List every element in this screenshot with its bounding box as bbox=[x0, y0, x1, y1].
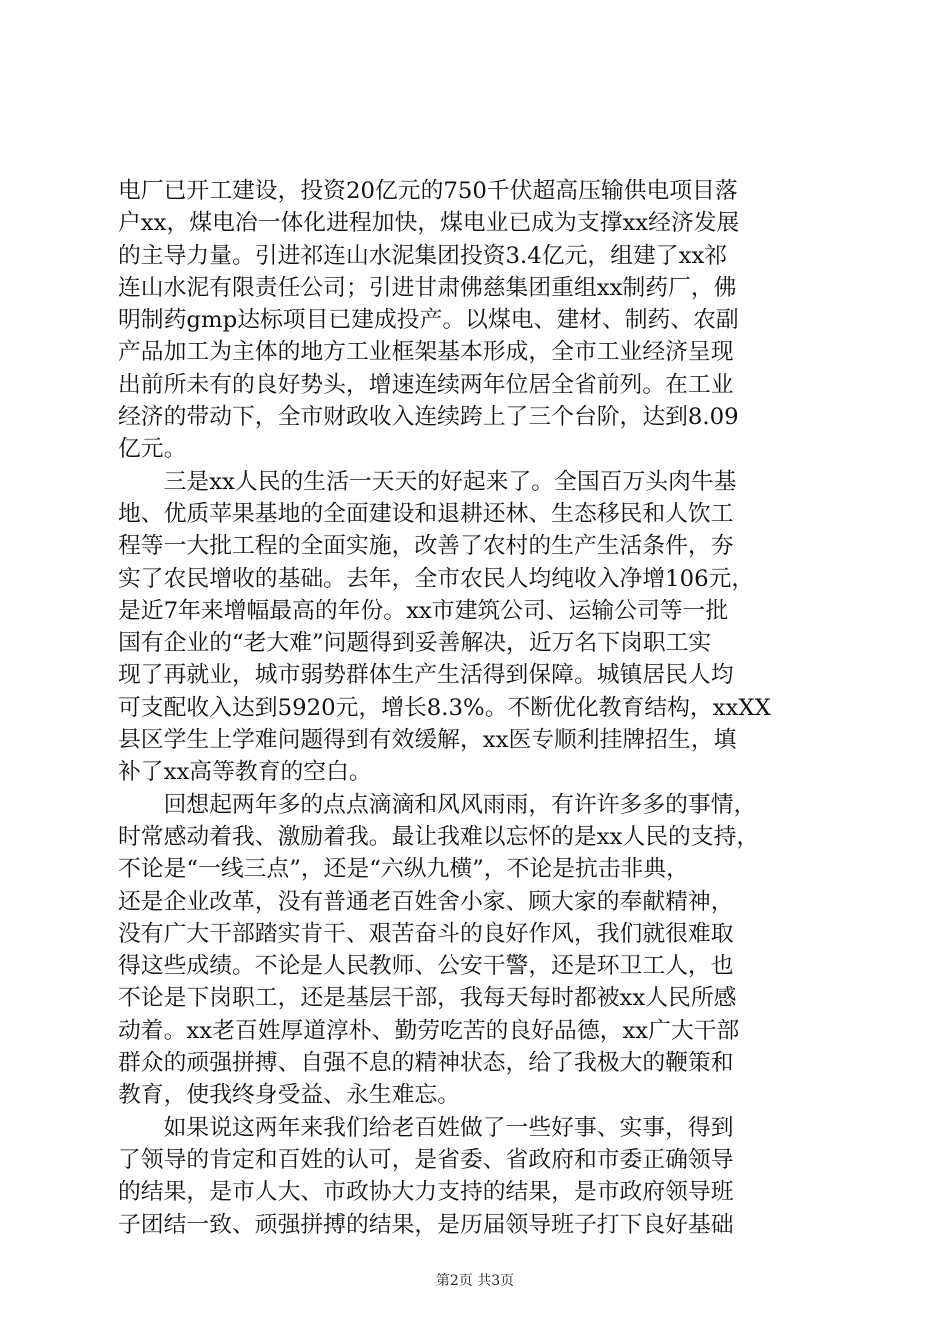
text-line: 得这些成绩。不论是人民教师、公安干警，还是环卫工人，也 bbox=[118, 953, 734, 980]
text-line: 补了xx高等教育的空白。 bbox=[118, 759, 372, 786]
text-line: 不论是下岗职工，还是基层干部，我每天每时都被xx人民所感 bbox=[118, 985, 737, 1012]
text-line: 现了再就业，城市弱势群体生产生活得到保障。城镇居民人均 bbox=[118, 662, 734, 689]
text-line: 了领导的肯定和百姓的认可，是省委、省政府和市委正确领导 bbox=[118, 1146, 734, 1173]
text-line: 明制药gmp达标项目已建成投产。以煤电、建材、制药、农副 bbox=[118, 307, 739, 334]
text-line: 程等一大批工程的全面实施，改善了农村的生产生活条件，夯 bbox=[118, 533, 734, 560]
document-body bbox=[118, 175, 838, 1241]
text-line: 亿元。 bbox=[118, 436, 187, 463]
text-line: 电厂已开工建设，投资20亿元的750千伏超高压输供电项目落 bbox=[118, 178, 738, 204]
text-line: 时常感动着我、激励着我。最让我难以忘怀的是xx人民的支持， bbox=[118, 823, 760, 850]
text-line: 三是xx人民的生活一天天的好起来了。全国百万头肉牛基 bbox=[118, 468, 737, 495]
text-line: 可支配收入达到5920元，增长8.3%。不断优化教育结构，xxXX bbox=[118, 694, 771, 721]
text-line: 还是企业改革，没有普通老百姓舍小家、顾大家的奉献精神， bbox=[118, 888, 734, 915]
text-line: 国有企业的“老大难”问题得到妥善解决，近万名下岗职工实 bbox=[118, 630, 712, 657]
text-line: 地、优质苹果基地的全面建设和退耕还林、生态移民和人饮工 bbox=[118, 500, 734, 527]
text-line: 的结果，是市人大、市政协大力支持的结果，是市政府领导班 bbox=[118, 1179, 734, 1206]
text-line: 连山水泥有限责任公司；引进甘肃佛慈集团重组xx制药厂，佛 bbox=[118, 274, 737, 301]
text-line: 实了农民增收的基础。去年，全市农民人均纯收入净增106元， bbox=[118, 565, 755, 592]
text-line: 县区学生上学难问题得到有效缓解，xx医专顺利挂牌招生，填 bbox=[118, 727, 737, 754]
text-line: 如果说这两年来我们给老百姓做了一些好事、实事，得到 bbox=[118, 1114, 734, 1141]
text-line: 的主导力量。引进祁连山水泥集团投资3.4亿元，组建了xx祁 bbox=[118, 242, 728, 269]
text-line: 不论是“一线三点”，还是“六纵九横”，不论是抗击非典， bbox=[118, 856, 689, 883]
text-line: 没有广大干部踏实肯干、艰苦奋斗的良好作风，我们就很难取 bbox=[118, 920, 734, 947]
text-line: 教育，使我终身受益、永生难忘。 bbox=[118, 1082, 460, 1109]
text-line: 回想起两年多的点点滴滴和风风雨雨，有许许多多的事情， bbox=[118, 791, 757, 818]
text-line: 是近7年来增幅最高的年份。xx市建筑公司、运输公司等一批 bbox=[118, 597, 729, 624]
text-line: 子团结一致、顽强拼搏的结果，是历届领导班子打下良好基础 bbox=[118, 1211, 734, 1238]
text-line: 经济的带动下，全市财政收入连续跨上了三个台阶，达到8.09 bbox=[118, 404, 739, 431]
text-line: 群众的顽强拼搏、自强不息的精神状态，给了我极大的鞭策和 bbox=[118, 1050, 734, 1077]
page-footer: 第2页 共3页 bbox=[435, 1273, 515, 1289]
text-line: 出前所未有的良好势头，增速连续两年位居全省前列。在工业 bbox=[118, 371, 734, 398]
text-line: 户xx，煤电冶一体化进程加快，煤电业已成为支撑xx经济发展 bbox=[118, 210, 740, 237]
text-line: 动着。xx老百姓厚道淳朴、勤劳吃苦的良好品德，xx广大干部 bbox=[118, 1017, 740, 1044]
text-line: 产品加工为主体的地方工业框架基本形成，全市工业经济呈现 bbox=[118, 339, 734, 366]
